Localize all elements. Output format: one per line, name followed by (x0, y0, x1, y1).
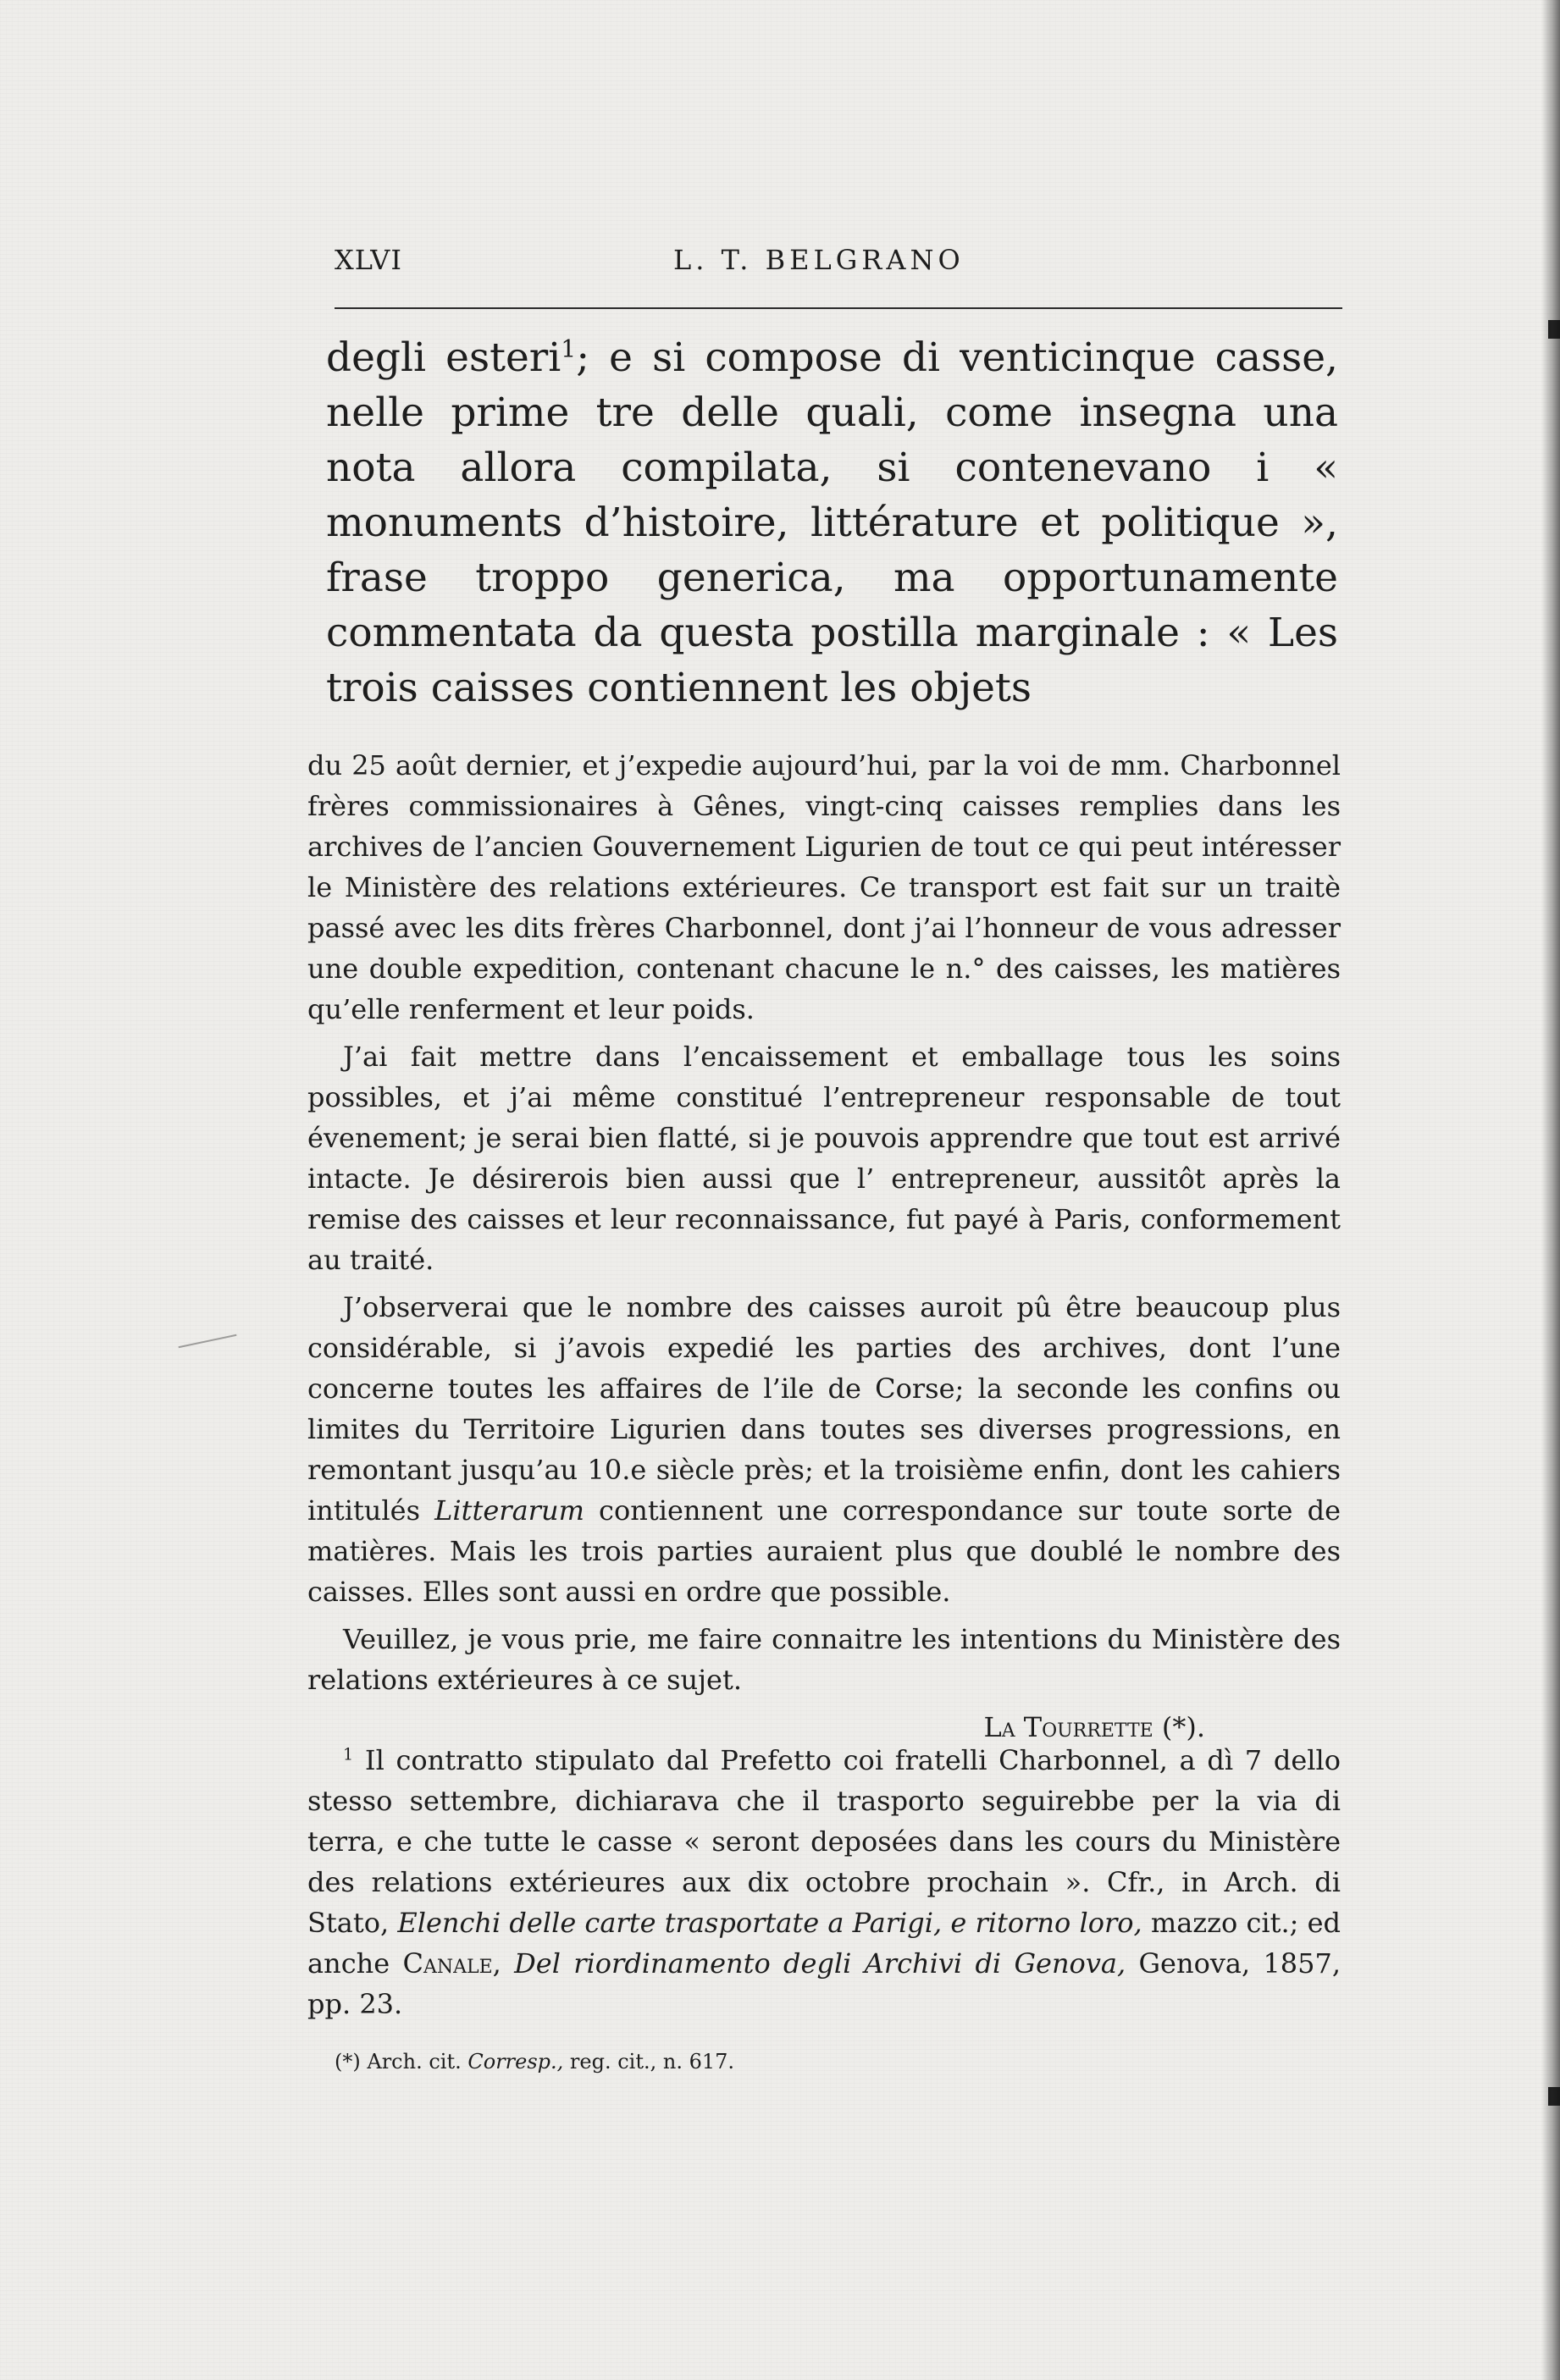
asterisk-text-1: Arch. cit. (367, 2050, 462, 2074)
footnote-italic-2: Del riordinamento degli Archivi di Genova, (514, 1947, 1126, 1980)
main-text-body: ; e si compose di venticinque casse, nelle prime tre delle quali, come insegna una nota allora compilata, si contenevano i « monuments d’histoire, littérature et politique », frase troppo generica, ma opportunamente commentata da questa postilla marginale : « Les trois caisses contiennent les objets (326, 334, 1338, 711)
edge-tab-mark (1548, 320, 1560, 339)
asterisk-marker: (*) (335, 2050, 361, 2074)
footnote-text-1: Il contratto stipulato dal Prefetto coi fratelli Charbonnel, a dì 7 dello stesso settembre, dichiarava che il trasporto seguirebbe per la via di terra, e che tutte le casse « seront deposées dans les cours du Ministère des relations extérieures aux dix octobre prochain ». Cfr., in Arch. di Stato, (307, 1744, 1341, 1939)
asterisk-text-2: reg. cit., n. 617. (569, 2050, 735, 2074)
footnote-number: 1 (343, 1744, 354, 1764)
main-text (326, 330, 1338, 715)
letter-signature: La Tourrette (*). (983, 1711, 1205, 1743)
pencil-mark (179, 1334, 237, 1349)
footnote-1 (307, 1740, 1341, 2024)
letter-paragraph-3-text: J’observerai que le nombre des caisses auroit pû être beaucoup plus considérable, si j’avois expedié les parties des archives, dont l’une concerne toutes les affaires de l’ile de Corse; la seconde les confins ou limites du Territoire Ligurien dans toutes ses diverses progressions, en remontant jusqu’au 10.e siècle près; et la troisième enfin, dont les cahiers intitulés (307, 1291, 1341, 1527)
footnote-italic-1: Elenchi delle carte trasportate a Parigi, e ritorno loro, (397, 1907, 1142, 1939)
header-rule (335, 307, 1342, 309)
edge-tab-mark (1548, 2087, 1560, 2106)
folio-number: XLVI (335, 244, 402, 276)
letter-italic-title: Litterarum (434, 1494, 584, 1527)
letter-paragraph-3 (307, 1287, 1341, 1612)
page-header (335, 239, 1342, 290)
main-text-lead: degli esteri (326, 334, 561, 381)
footnote-text-3: Genova, 1857, pp. 23. (307, 1947, 1341, 2020)
footnote-reference: 1 (561, 334, 577, 363)
footnote-text-2: mazzo cit.; ed anche (307, 1907, 1341, 1980)
letter-paragraph-3-end: contiennent une correspondance sur toute sorte de matières. Mais les trois parties auraient plus que doublé le nombre des caisses. Elles sont aussi en ordre que possible. (307, 1494, 1341, 1608)
letter-paragraph-4: Veuillez, je vous prie, me faire connaitre les intentions du Ministère des relations extérieures à ce sujet. (307, 1623, 1341, 1696)
footnote-author: Canale, (402, 1947, 501, 1980)
letter-paragraph-1: du 25 août dernier, et j’expedie aujourd’hui, par la voi de mm. Charbonnel frères commissionaires à Gênes, vingt-cinq caisses remplies dans les archives de l’ancien Gouvernement Ligurien de tout ce qui peut intéresser le Ministère des relations extérieures. Ce transport est fait sur un traitè passé avec les dits frères Charbonnel, dont j’ai l’honneur de vous adresser une double expedition, contenant chacune le n.° des caisses, les matières qu’elle renferment et leur poids. (307, 749, 1341, 1025)
asterisk-note (335, 2049, 1097, 2074)
running-title: L. T. BELGRANO (673, 244, 965, 276)
letter-paragraph-2: J’ai fait mettre dans l’encaissement et emballage tous les soins possibles, et j’ai même constitué l’entrepreneur responsable de tout évenement; je serai bien flatté, si je pouvois apprendre que tout est arrivé intacte. Je désirerois bien aussi que l’ entrepreneur, aussitôt après la remise des caisses et leur reconnaissance, fut payé à Paris, conformement au traité. (307, 1041, 1341, 1276)
asterisk-italic: Corresp., (467, 2050, 564, 2074)
quoted-letter (307, 745, 1341, 1748)
